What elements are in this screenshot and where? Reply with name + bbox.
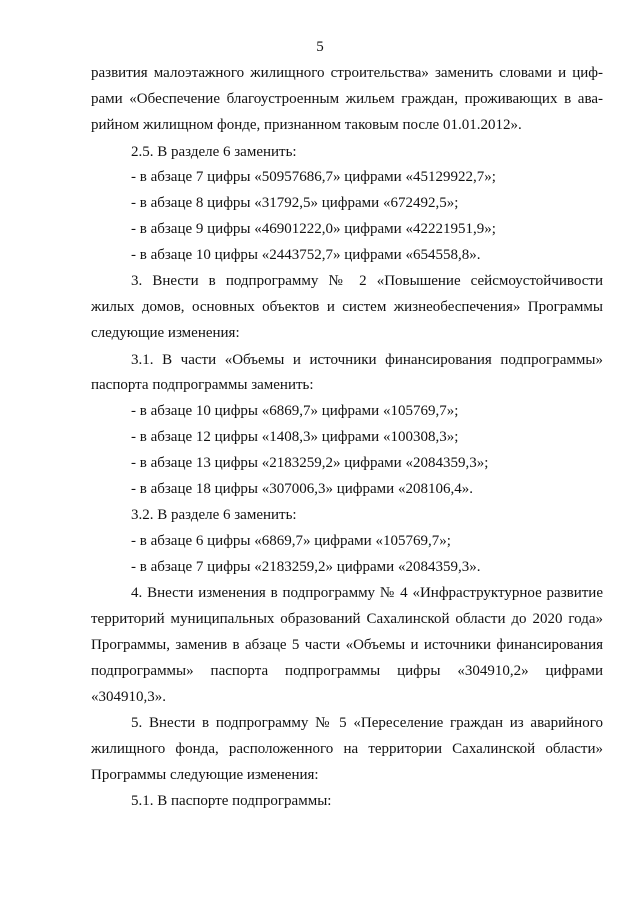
text-line: территорий муниципальных образований Сахалинской области до 2020 года» xyxy=(91,611,603,627)
text-line: рийном жилищном фонде, признанном таковым после 01.01.2012». xyxy=(91,117,522,133)
text-line: Программы, заменив в абзаце 5 части «Объемы и источники финансирования xyxy=(91,637,603,653)
text-line: - в абзаце 6 цифры «6869,7» цифрами «105769,7»; xyxy=(131,533,451,549)
text-line: 2.5. В разделе 6 заменить: xyxy=(131,144,297,160)
text-line: - в абзаце 10 цифры «6869,7» цифрами «105769,7»; xyxy=(131,403,459,419)
text-line: развития малоэтажного жилищного строительства» заменить словами и циф- xyxy=(91,65,603,81)
text-line: - в абзаце 13 цифры «2183259,2» цифрами «2084359,3»; xyxy=(131,455,489,471)
text-line: - в абзаце 8 цифры «31792,5» цифрами «672492,5»; xyxy=(131,195,459,211)
text-line: Программы следующие изменения: xyxy=(91,767,319,783)
text-line: рами «Обеспечение благоустроенным жильем граждан, проживающих в ава- xyxy=(91,91,603,107)
text-line: 4. Внести изменения в подпрограмму № 4 «Инфраструктурное развитие xyxy=(131,585,603,601)
text-line: - в абзаце 12 цифры «1408,3» цифрами «100308,3»; xyxy=(131,429,459,445)
text-line: следующие изменения: xyxy=(91,325,240,341)
text-line: - в абзаце 18 цифры «307006,3» цифрами «208106,4». xyxy=(131,481,473,497)
text-line: паспорта подпрограммы заменить: xyxy=(91,377,314,393)
text-line: 3.2. В разделе 6 заменить: xyxy=(131,507,297,523)
text-line: жилищного фонда, расположенного на территории Сахалинской области» xyxy=(91,741,603,757)
text-line: - в абзаце 7 цифры «50957686,7» цифрами «45129922,7»; xyxy=(131,169,496,185)
text-line: 3. Внести в подпрограмму № 2 «Повышение сейсмоустойчивости xyxy=(131,273,603,289)
text-line: 3.1. В части «Объемы и источники финансирования подпрограммы» xyxy=(131,352,603,368)
text-line: - в абзаце 7 цифры «2183259,2» цифрами «2084359,3». xyxy=(131,559,481,575)
text-line: подпрограммы» паспорта подпрограммы цифры «304910,2» цифрами xyxy=(91,663,603,679)
text-line: жилых домов, основных объектов и систем жизнеобеспечения» Программы xyxy=(91,299,603,315)
text-line: - в абзаце 10 цифры «2443752,7» цифрами «654558,8». xyxy=(131,247,481,263)
text-line: 5.1. В паспорте подпрограммы: xyxy=(131,793,332,809)
page-number: 5 xyxy=(316,39,324,55)
text-line: - в абзаце 9 цифры «46901222,0» цифрами «42221951,9»; xyxy=(131,221,496,237)
text-line: «304910,3». xyxy=(91,689,166,705)
text-line: 5. Внести в подпрограмму № 5 «Переселение граждан из аварийного xyxy=(131,715,603,731)
